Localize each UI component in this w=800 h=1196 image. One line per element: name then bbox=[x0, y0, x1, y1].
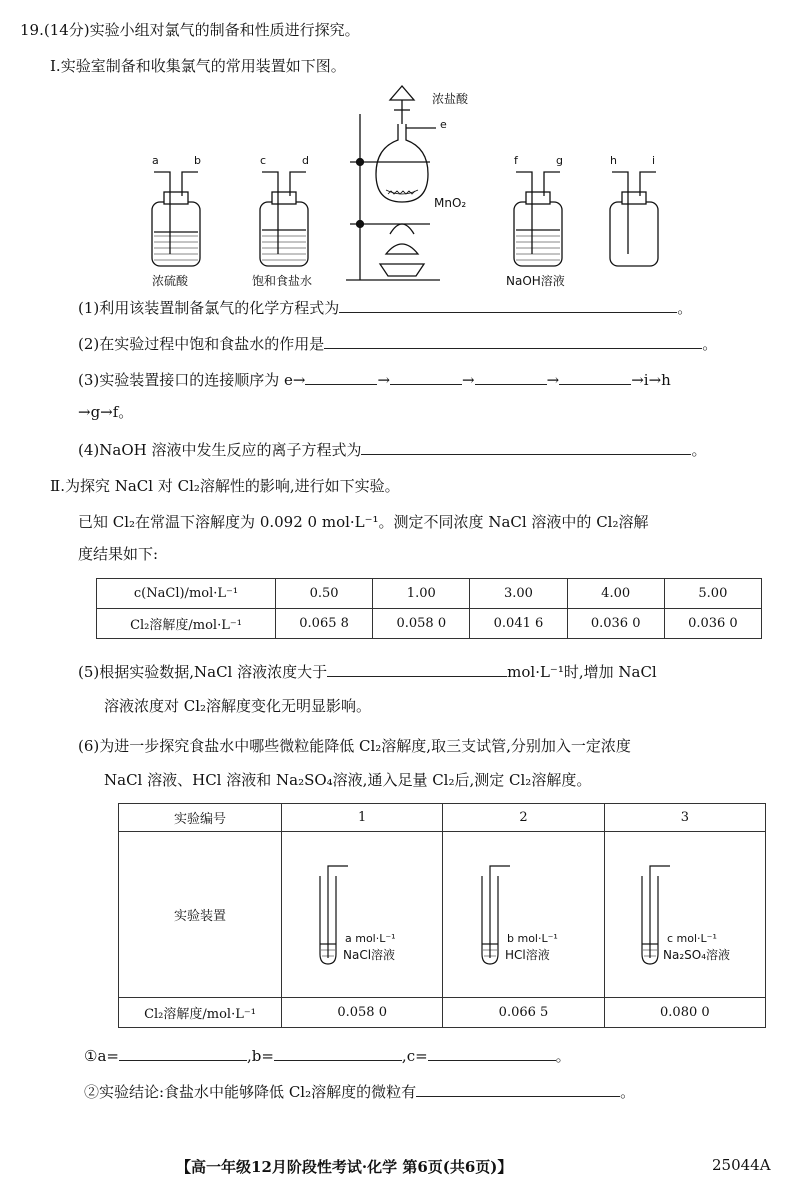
footer-title: 【高一年级12月阶段性考试·化学 第6页(共6页)】 bbox=[176, 1158, 513, 1176]
port-b-label: b bbox=[194, 154, 201, 167]
port-c-label: c bbox=[260, 154, 267, 167]
table-header-cell: 实验装置 bbox=[119, 832, 282, 998]
table-cell: 1 bbox=[282, 804, 443, 832]
footer-code: 25044A bbox=[712, 1156, 771, 1174]
table-cell: 2 bbox=[443, 804, 604, 832]
table-row bbox=[97, 609, 762, 639]
port-a-label: a bbox=[152, 154, 159, 167]
table-cell: 5.00 bbox=[664, 579, 761, 609]
table-cell: 0.058 0 bbox=[373, 609, 470, 639]
sub-question-1: ①a= ,b= ,c= 。 bbox=[84, 1047, 571, 1065]
conc-h2so4-label: 浓硫酸 bbox=[152, 274, 189, 288]
tube3-sol-label: Na₂SO₄溶液 bbox=[663, 948, 731, 962]
table-cell: 0.036 0 bbox=[567, 609, 664, 639]
q1-answer-blank[interactable] bbox=[339, 298, 677, 313]
apparatus-diagram bbox=[140, 84, 680, 294]
tube-cell-3 bbox=[604, 832, 765, 998]
q4-answer-blank[interactable] bbox=[361, 440, 691, 455]
q4: (4)NaOH 溶液中发生反应的离子方程式为 。 bbox=[78, 441, 707, 459]
tube-cell-2 bbox=[443, 832, 604, 998]
part2-text2: 度结果如下: bbox=[78, 545, 159, 563]
q6-line1: (6)为进一步探究食盐水中哪些微粒能降低 Cl₂溶解度,取三支试管,分别加入一定浓度 bbox=[78, 737, 631, 755]
q1: (1)利用该装置制备氯气的化学方程式为 。 bbox=[78, 299, 693, 317]
table-cell: 0.041 6 bbox=[470, 609, 567, 639]
mno2-label: MnO₂ bbox=[434, 196, 467, 210]
port-f-label: f bbox=[514, 154, 518, 167]
table-cell: 3 bbox=[604, 804, 765, 832]
naoh-label: NaOH溶液 bbox=[506, 274, 565, 288]
port-d-label: d bbox=[302, 154, 309, 167]
part2-text1: 已知 Cl₂在常温下溶解度为 0.092 0 mol·L⁻¹。测定不同浓度 NaCl 溶液中的 Cl₂溶解 bbox=[78, 513, 649, 531]
table-cell: 0.036 0 bbox=[664, 609, 761, 639]
tube1-sol-label: NaCl溶液 bbox=[343, 948, 396, 962]
nacl-solubility-table bbox=[96, 578, 762, 639]
q3-blank-4[interactable] bbox=[559, 370, 631, 385]
table-row bbox=[119, 998, 766, 1028]
table-cell: 4.00 bbox=[567, 579, 664, 609]
q5-answer-blank[interactable] bbox=[327, 662, 507, 677]
tube1-conc-label: a mol·L⁻¹ bbox=[345, 932, 396, 945]
q2-answer-blank[interactable] bbox=[324, 334, 702, 349]
table-header-cell: Cl₂溶解度/mol·L⁻¹ bbox=[97, 609, 276, 639]
q2: (2)在实验过程中饱和食盐水的作用是 。 bbox=[78, 335, 718, 353]
tube-cell-1 bbox=[282, 832, 443, 998]
table-cell: 3.00 bbox=[470, 579, 567, 609]
table-header-cell: 实验编号 bbox=[119, 804, 282, 832]
tube3-conc-label: c mol·L⁻¹ bbox=[667, 932, 717, 945]
answer-c-blank[interactable] bbox=[428, 1046, 556, 1061]
table-cell: 0.066 5 bbox=[443, 998, 604, 1028]
tube2-sol-label: HCl溶液 bbox=[505, 948, 550, 962]
table-header-cell: Cl₂溶解度/mol·L⁻¹ bbox=[119, 998, 282, 1028]
port-e-label: e bbox=[440, 118, 447, 131]
table-header-cell: c(NaCl)/mol·L⁻¹ bbox=[97, 579, 276, 609]
answer-b-blank[interactable] bbox=[274, 1046, 402, 1061]
table-cell: 0.50 bbox=[276, 579, 373, 609]
port-h-label: h bbox=[610, 154, 617, 167]
q3-line2: →g→f。 bbox=[78, 403, 134, 421]
conclusion-blank[interactable] bbox=[416, 1082, 620, 1097]
table-cell: 0.058 0 bbox=[282, 998, 443, 1028]
port-i-label: i bbox=[652, 154, 656, 167]
question-header: 19.(14分)实验小组对氯气的制备和性质进行探究。 bbox=[20, 21, 360, 39]
tube2-conc-label: b mol·L⁻¹ bbox=[507, 932, 558, 945]
q3: (3)实验装置接口的连接顺序为 e→ → → → →i→h bbox=[78, 371, 671, 389]
q5-line2: 溶液浓度对 Cl₂溶解度变化无明显影响。 bbox=[104, 697, 372, 715]
table-row bbox=[119, 804, 766, 832]
q3-blank-2[interactable] bbox=[390, 370, 462, 385]
port-g-label: g bbox=[556, 154, 563, 167]
q3-blank-3[interactable] bbox=[475, 370, 547, 385]
q6-line2: NaCl 溶液、HCl 溶液和 Na₂SO₄溶液,通入足量 Cl₂后,测定 Cl₂溶解度。 bbox=[104, 771, 592, 789]
q5: (5)根据实验数据,NaCl 溶液浓度大于 mol·L⁻¹时,增加 NaCl bbox=[78, 663, 657, 681]
table-row bbox=[97, 579, 762, 609]
table-cell: 0.065 8 bbox=[276, 609, 373, 639]
table-cell: 0.080 0 bbox=[604, 998, 765, 1028]
conc-hcl-label: 浓盐酸 bbox=[432, 92, 469, 106]
part2-title: Ⅱ.为探究 NaCl 对 Cl₂溶解性的影响,进行如下实验。 bbox=[50, 477, 400, 495]
sat-nacl-label: 饱和食盐水 bbox=[252, 274, 313, 288]
table-cell: 1.00 bbox=[373, 579, 470, 609]
sub-question-2: ②实验结论:食盐水中能够降低 Cl₂溶解度的微粒有 。 bbox=[84, 1083, 636, 1101]
answer-a-blank[interactable] bbox=[119, 1046, 247, 1061]
part1-title: Ⅰ.实验室制备和收集氯气的常用装置如下图。 bbox=[50, 57, 346, 75]
q3-blank-1[interactable] bbox=[305, 370, 377, 385]
